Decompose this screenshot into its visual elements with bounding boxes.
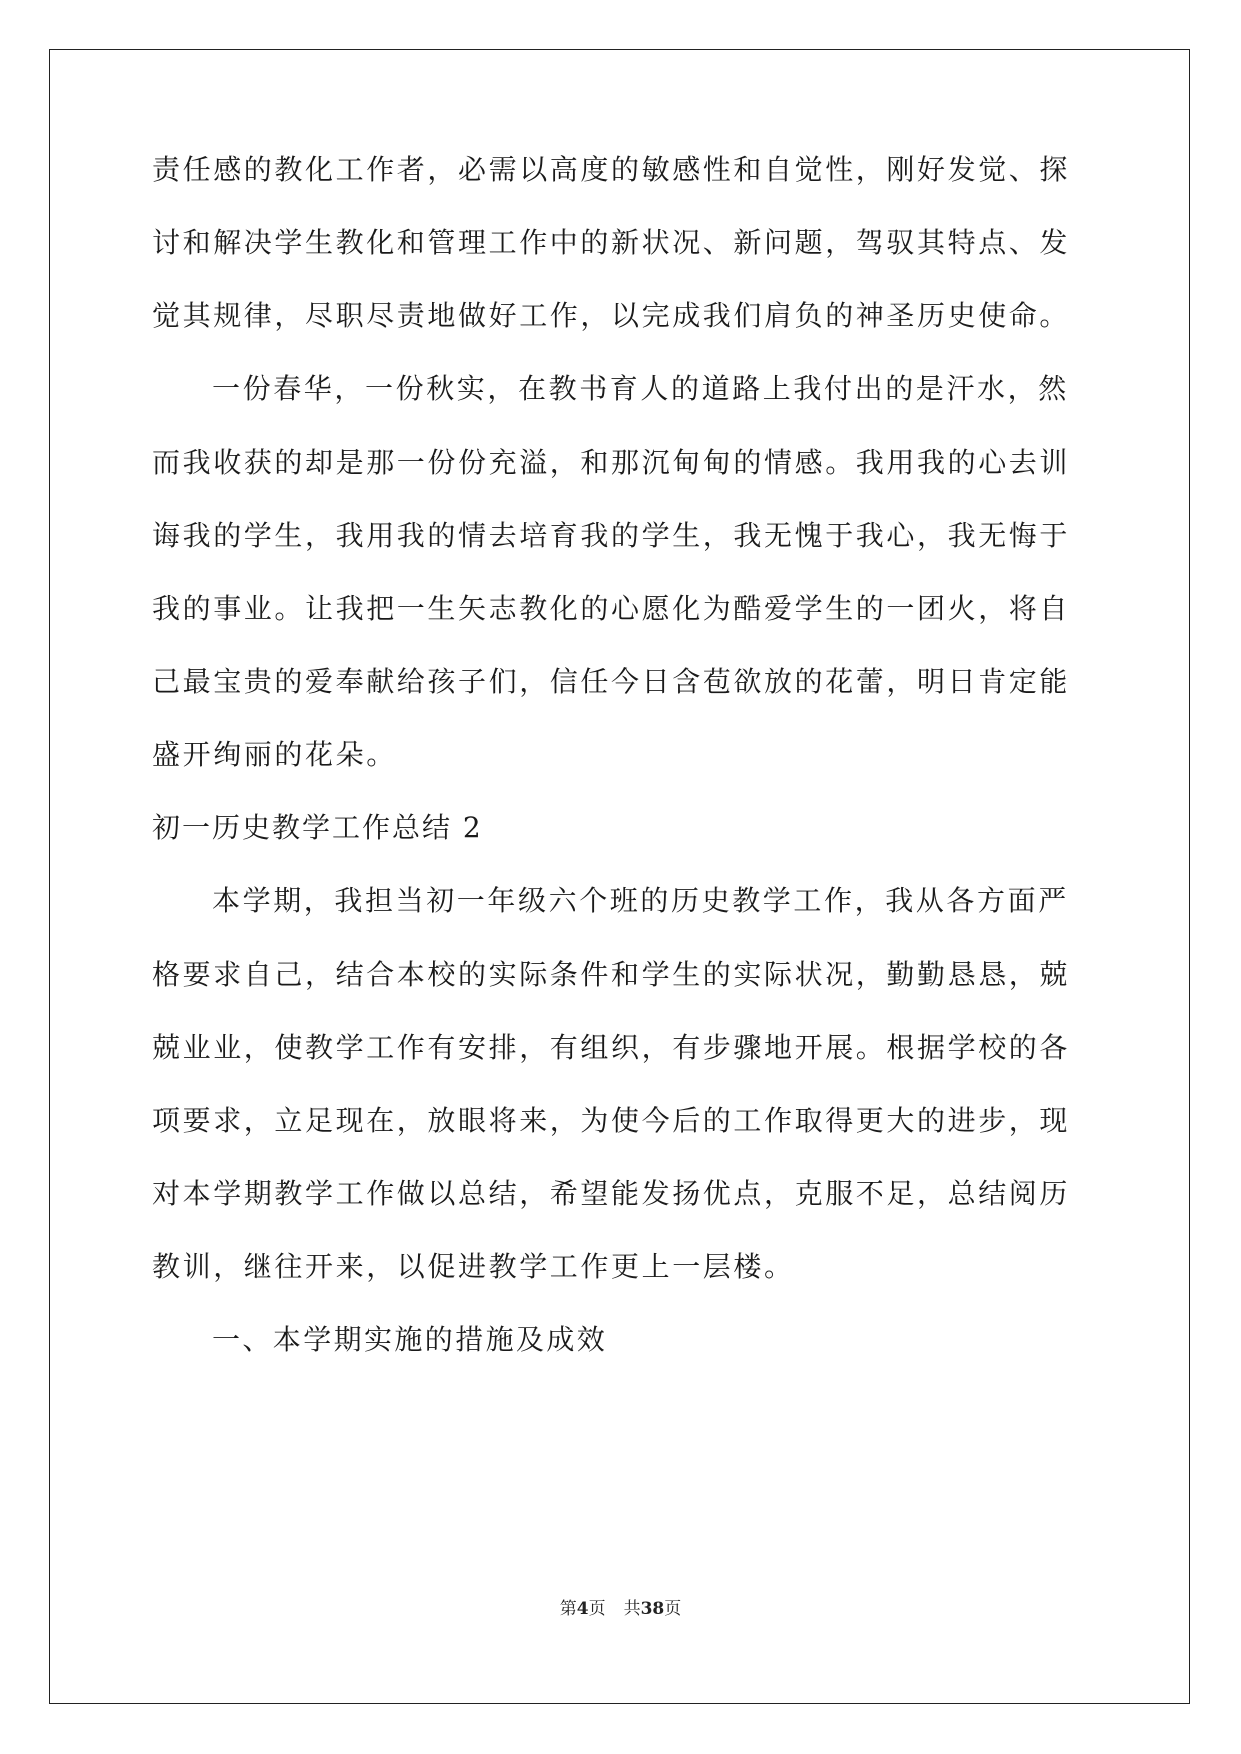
paragraph-3-line-4: 项要求，立足现在，放眼将来，为使今后的工作取得更大的进步，现	[152, 1104, 1071, 1137]
page-prefix: 第	[559, 1599, 577, 1619]
page-footer	[0, 1597, 1241, 1621]
subsection-title: 一、本学期实施的措施及成效	[212, 1323, 608, 1356]
paragraph-3-line-1: 本学期，我担当初一年级六个班的历史教学工作，我从各方面严	[212, 884, 1069, 917]
paragraph-2-line-6: 盛开绚丽的花朵。	[152, 738, 397, 771]
paragraph-1-line-3: 觉其规律，尽职尽责地做好工作，以完成我们肩负的神圣历史使命。	[152, 299, 1071, 332]
paragraph-1-line-2: 讨和解决学生教化和管理工作中的新状况、新问题，驾驭其特点、发	[152, 226, 1071, 259]
paragraph-3-line-2: 格要求自己，结合本校的实际条件和学生的实际状况，勤勤恳恳，兢	[152, 958, 1071, 991]
paragraph-2-line-3: 诲我的学生，我用我的情去培育我的学生，我无愧于我心，我无悔于	[152, 519, 1071, 552]
paragraph-3-line-3: 兢业业，使教学工作有安排，有组织，有步骤地开展。根据学校的各	[152, 1031, 1071, 1064]
total-pages: 38	[640, 1599, 665, 1619]
paragraph-3-line-5: 对本学期教学工作做以总结，希望能发扬优点，克服不足，总结阅历	[152, 1177, 1071, 1210]
paragraph-3-line-6: 教训，继往开来，以促进教学工作更上一层楼。	[152, 1250, 795, 1283]
section-heading: 初一历史教学工作总结 2	[152, 811, 483, 844]
paragraph-2-line-5: 己最宝贵的爱奉献给孩子们，信任今日含苞欲放的花蕾，明日肯定能	[152, 665, 1071, 698]
page-suffix: 页	[588, 1599, 606, 1619]
paragraph-2-line-4: 我的事业。让我把一生矢志教化的心愿化为酷爱学生的一团火，将自	[152, 592, 1071, 625]
paragraph-2-line-2: 而我收获的却是那一份份充溢，和那沉甸甸的情感。我用我的心去训	[152, 446, 1071, 479]
total-prefix: 共	[623, 1599, 641, 1619]
total-suffix: 页	[664, 1599, 682, 1619]
paragraph-2-line-1: 一份春华，一份秋实，在教书育人的道路上我付出的是汗水，然	[212, 372, 1069, 405]
page-number: 4	[576, 1599, 589, 1619]
paragraph-1-line-1: 责任感的教化工作者，必需以高度的敏感性和自觉性，刚好发觉、探	[152, 153, 1071, 186]
